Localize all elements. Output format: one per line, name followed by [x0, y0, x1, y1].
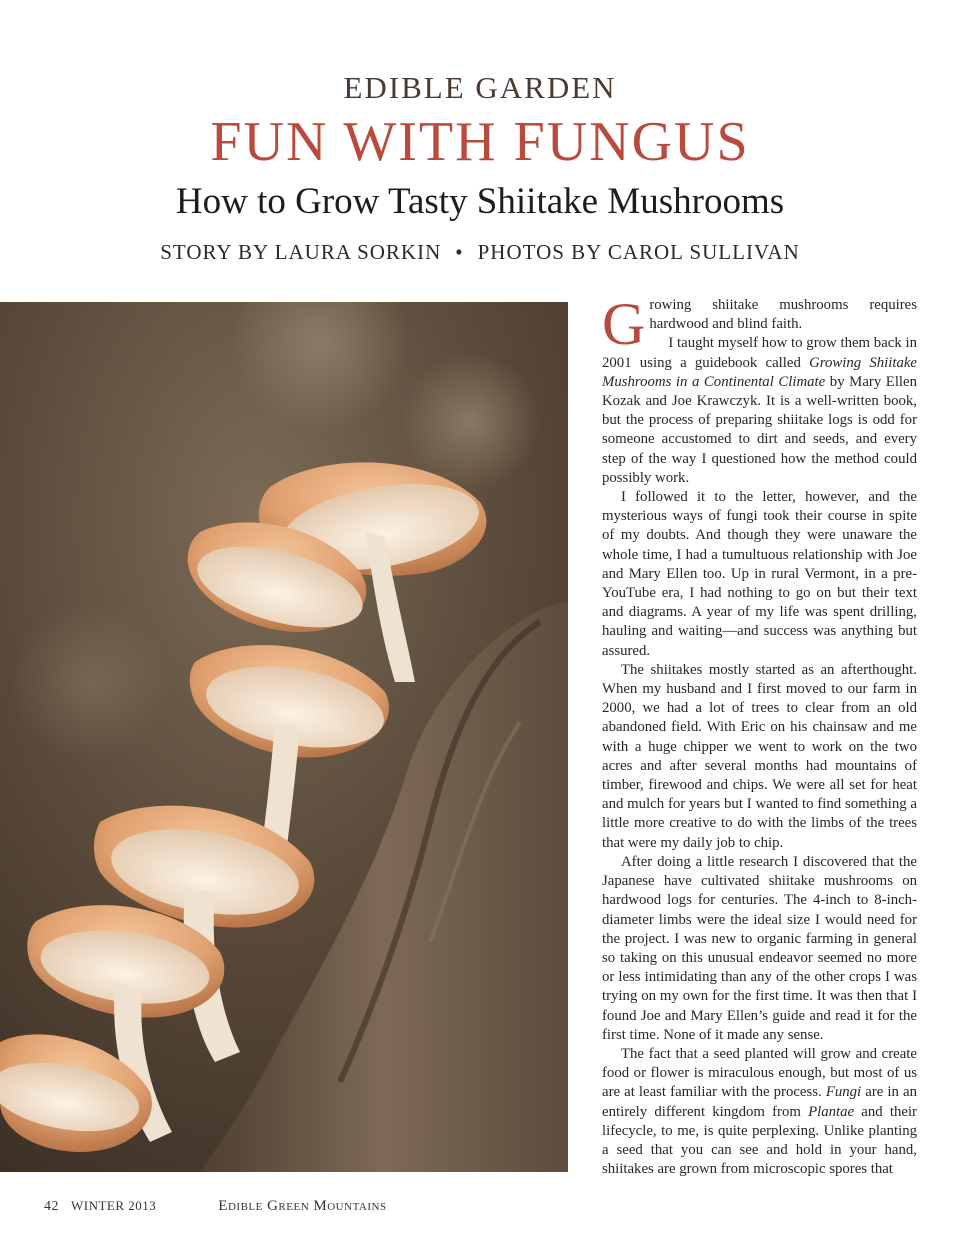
book-title: Growing Shiitake Mushrooms in a Continental Climate — [602, 354, 917, 390]
paragraph-5: After doing a little research I discovered that the Japanese have cultivated shiitake mushrooms on hardwood logs for centuries. The 4-inch to 8-inch-diameter limbs were the ideal size I would need for the project. I was new to organic farming in general so taking on this unusual endeavor seemed no more or less intimidating than any of the other crops I was trying on my own for the first time. It was then that I found Joe and Mary Ellen’s guide and read it for the first time. None of it made any sense. — [602, 853, 917, 1043]
paragraph-2-text-b: by Mary Ellen Kozak and Joe Krawczyk. It is a well-written book, but the process of preparing shiitake logs is odd for someone accustomed to dirt and seeds, and every step of the way I questioned how the method could possibly work. — [602, 373, 917, 486]
byline-story: STORY BY LAURA SORKIN — [160, 240, 442, 264]
dropcap: G — [602, 296, 646, 357]
page-number: 42 — [44, 1199, 59, 1214]
mushroom-photo — [0, 302, 568, 1172]
paragraph-6-text-c: and their lifecycle, to me, is quite perplexing. Unlike planting a seed that you can see and hold in your hand, shiitakes are grown from microscopic spores that — [602, 1103, 917, 1178]
paragraph-6 — [602, 1045, 917, 1179]
byline — [0, 240, 960, 265]
page-footer — [44, 1198, 387, 1215]
paragraph-1-text: rowing shiitake mushrooms requires hardwood and blind faith. — [649, 297, 917, 333]
term-fungi: Fungi — [825, 1084, 862, 1101]
byline-photos: PHOTOS BY CAROL SULLIVAN — [477, 240, 800, 264]
magazine-name: Edible Green Mountains — [218, 1198, 387, 1214]
paragraph-6-text-b: are in an entirely different kingdom from — [602, 1084, 917, 1120]
paragraph-4: The shiitakes mostly started as an afterthought. When my husband and I first moved to our farm in 2000, we had a lot of trees to clear from an old abandoned field. With Eric on his chainsaw and me with a huge chipper we went to work on the two acres and after several months had mountains of timber, firewood and chips. We were all set for heat and mulch for years but I wanted to find something a little more creative to do with the limbs of the trees that were my daily job to chip. — [602, 661, 917, 851]
byline-separator: • — [455, 240, 464, 264]
paragraph-3: I followed it to the letter, however, and the mysterious ways of fungi took their course in spite of my doubts. And though they were unaware the whole time, I had a tumultuous relationship with Joe and Mary Ellen too. Up in rural Vermont, in a pre-YouTube era, I had nothing to go on but their text and diagrams. A year of my life was spent drilling, hauling and waiting—and success was anything but assured. — [602, 489, 917, 659]
article-body — [602, 296, 917, 1186]
paragraph-2-text-a: I taught myself how to grow them back in 2001 using a guidebook called — [602, 335, 917, 371]
term-plantae: Plantae — [808, 1103, 855, 1120]
article-headline: FUN WITH FUNGUS — [210, 111, 750, 173]
paragraph-6-text-a: The fact that a seed planted will grow and create food or flower is miraculous enough, but most of us are at least familiar with the process. — [602, 1045, 917, 1101]
article-subhead: How to Grow Tasty Shiitake Mushrooms — [175, 181, 785, 222]
section-kicker: EDIBLE GARDEN — [343, 70, 617, 105]
issue-season: WINTER 2013 — [71, 1198, 157, 1213]
paragraph-2 — [602, 334, 917, 488]
